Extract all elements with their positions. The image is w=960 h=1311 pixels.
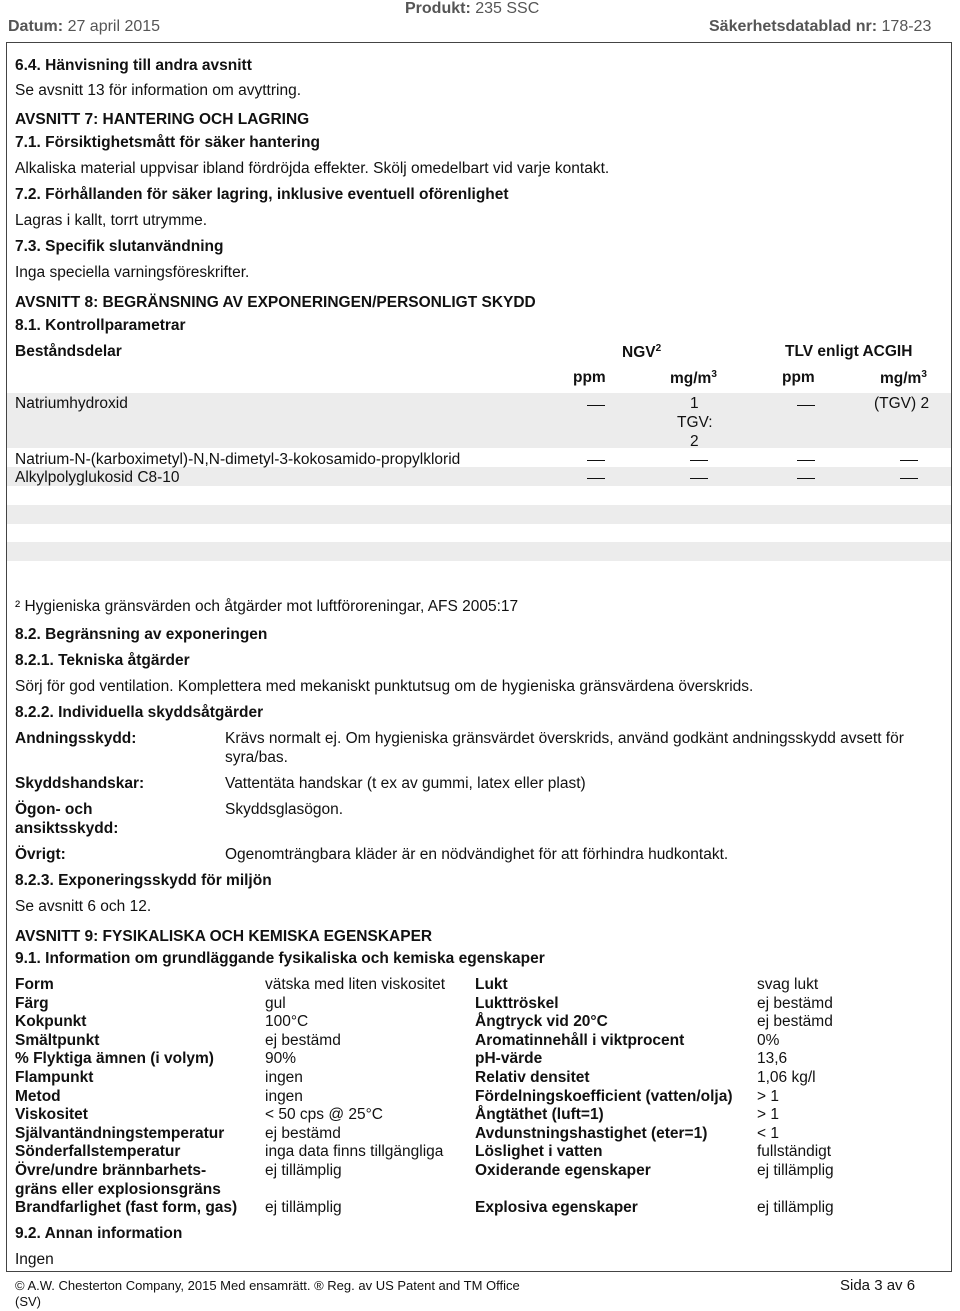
property-label: Övre/undre brännbarhets- <box>15 1162 207 1179</box>
property-label: Lukttröskel <box>475 995 559 1012</box>
section-7-title: AVSNITT 7: HANTERING OCH LAGRING <box>15 111 310 128</box>
dash <box>690 478 708 479</box>
ppe-label: Övrigt: <box>15 846 66 863</box>
page-header <box>0 0 960 42</box>
heading-6-4: 6.4. Hänvisning till andra avsnitt <box>15 57 252 74</box>
dash <box>587 460 605 461</box>
property-value: ingen <box>265 1088 303 1105</box>
heading-7-2: 7.2. Förhållanden för säker lagring, inklusive eventuell oförenlighet <box>15 186 509 203</box>
property-label: Brandfarlighet (fast form, gas) <box>15 1199 238 1216</box>
col-components: Beståndsdelar <box>15 343 122 360</box>
sub-ppm-ngv: ppm <box>573 369 606 386</box>
heading-9-2: 9.2. Annan information <box>15 1225 183 1242</box>
text-6-4: Se avsnitt 13 för information om avyttring. <box>15 82 302 99</box>
heading-8-2-1: 8.2.1. Tekniska åtgärder <box>15 652 190 669</box>
property-value: fullständigt <box>757 1143 832 1160</box>
dash <box>797 478 815 479</box>
property-value: 90% <box>265 1050 297 1067</box>
ppe-value: Vattentäta handskar (t ex av gummi, latex eller plast) <box>225 775 586 792</box>
property-value: ej bestämd <box>757 1013 833 1030</box>
property-value: ej tillämplig <box>757 1162 834 1179</box>
ppe-label: Skyddshandskar: <box>15 775 145 792</box>
property-label: Avdunstningshastighet (eter=1) <box>475 1125 708 1142</box>
property-label: Löslighet i vatten <box>475 1143 603 1160</box>
property-label: Färg <box>15 995 49 1012</box>
sub-ppm-tlv: ppm <box>782 369 815 386</box>
dash <box>900 478 918 479</box>
text-7-2: Lagras i kallt, torrt utrymme. <box>15 212 208 229</box>
ppe-value: syra/bas. <box>225 749 288 766</box>
property-label: % Flyktiga ämnen (i volym) <box>15 1050 214 1067</box>
dash <box>587 478 605 479</box>
property-value: ej bestämd <box>265 1032 341 1049</box>
col-tlv: TLV enligt ACGIH <box>785 343 913 360</box>
property-label: gräns eller explosionsgräns <box>15 1181 221 1198</box>
property-value: 0% <box>757 1032 780 1049</box>
property-value: < 50 cps @ 25°C <box>265 1106 384 1123</box>
heading-8-2-2: 8.2.2. Individuella skyddsåtgärder <box>15 704 264 721</box>
table-cell: TGV: <box>677 414 713 431</box>
sds-number-field: Säkerhetsdatablad nr: 178-23 <box>709 18 932 35</box>
heading-9-1: 9.1. Information om grundläggande fysikaliska och kemiska egenskaper <box>15 950 545 967</box>
property-value: inga data finns tillgängliga <box>265 1143 444 1160</box>
ppe-value: Ogenomträngbara kläder är en nödvändighet för att förhindra hudkontakt. <box>225 846 729 863</box>
property-label: Smältpunkt <box>15 1032 100 1049</box>
section-9-title: AVSNITT 9: FYSIKALISKA OCH KEMISKA EGENSKAPER <box>15 928 433 945</box>
text-7-3: Inga speciella varningsföreskrifter. <box>15 264 250 281</box>
text-8-2-3: Se avsnitt 6 och 12. <box>15 898 152 915</box>
text-7-1: Alkaliska material uppvisar ibland fördröjda effekter. Skölj omedelbart vid varje kontakt. <box>15 160 610 177</box>
property-value: ej tillämplig <box>265 1162 342 1179</box>
heading-8-2-3: 8.2.3. Exponeringsskydd för miljön <box>15 872 272 889</box>
table-row-name: Natrium-N-(karboximetyl)-N,N-dimetyl-3-kokosamido-propylklorid <box>15 451 461 468</box>
property-value: ej bestämd <box>757 995 833 1012</box>
property-value: 13,6 <box>757 1050 788 1067</box>
ppe-label: Andningsskydd: <box>15 730 137 747</box>
text-8-2-1: Sörj för god ventilation. Komplettera med mekaniskt punktutsug om de hygieniska gränsvärdena överskrids. <box>15 678 754 695</box>
dash <box>587 405 605 406</box>
property-label: Fördelningskoefficient (vatten/olja) <box>475 1088 733 1105</box>
property-label: Oxiderande egenskaper <box>475 1162 651 1179</box>
col-ngv: NGV$^2$ <box>622 343 662 362</box>
property-label: Sönderfallstemperatur <box>15 1143 181 1160</box>
table-cell: 2 <box>690 433 699 450</box>
property-value: vätska med liten viskositet <box>265 976 446 993</box>
property-value: ingen <box>265 1069 303 1086</box>
property-label: Självantändningstemperatur <box>15 1125 225 1142</box>
dash <box>797 460 815 461</box>
property-label: Relativ densitet <box>475 1069 590 1086</box>
text-9-2: Ingen <box>15 1251 54 1268</box>
property-value: > 1 <box>757 1088 779 1105</box>
product-field: Produkt: 235 SSC <box>405 0 540 17</box>
date-field: Datum: 27 april 2015 <box>8 18 161 35</box>
property-label: Aromatinnehåll i viktprocent <box>475 1032 685 1049</box>
row-shade <box>7 542 951 561</box>
property-label: Metod <box>15 1088 61 1105</box>
property-value: < 1 <box>757 1125 779 1142</box>
property-value: > 1 <box>757 1106 779 1123</box>
property-label: Ångtryck vid 20°C <box>475 1013 608 1030</box>
page-number: Sida 3 av 6 <box>840 1277 916 1294</box>
row-shade <box>7 393 951 448</box>
property-value: ej bestämd <box>265 1125 341 1142</box>
dash <box>690 460 708 461</box>
sub-mg-tlv: $mg/m^3$ <box>880 369 927 388</box>
ppe-value: Krävs normalt ej. Om hygieniska gränsvärdet överskrids, använd godkänt andningsskydd avsett för <box>225 730 904 747</box>
property-label: Kokpunkt <box>15 1013 87 1030</box>
heading-7-3: 7.3. Specifik slutanvändning <box>15 238 224 255</box>
table-row-name: Natriumhydroxid <box>15 395 128 412</box>
table-cell: (TGV) 2 <box>874 395 930 412</box>
sub-mg-ngv: $mg/m^3$ <box>670 369 717 388</box>
property-label: Form <box>15 976 54 993</box>
ppe-value: Skyddsglasögon. <box>225 801 344 818</box>
property-label: Lukt <box>475 976 508 993</box>
heading-7-1: 7.1. Försiktighetsmått för säker hantering <box>15 134 320 151</box>
table-row-name: Alkylpolyglukosid C8-10 <box>15 469 180 486</box>
property-label: Viskositet <box>15 1106 88 1123</box>
heading-8-1: 8.1. Kontrollparametrar <box>15 317 186 334</box>
property-label: Flampunkt <box>15 1069 94 1086</box>
ppe-label: Ögon- och <box>15 801 93 818</box>
property-value: ej tillämplig <box>265 1199 342 1216</box>
property-value: gul <box>265 995 286 1012</box>
property-value: 1,06 kg/l <box>757 1069 816 1086</box>
property-label: Explosiva egenskaper <box>475 1199 638 1216</box>
property-value: 100°C <box>265 1013 309 1030</box>
language-code: (SV) <box>15 1294 41 1309</box>
property-label: Ångtäthet (luft=1) <box>475 1106 604 1123</box>
section-8-title: AVSNITT 8: BEGRÄNSNING AV EXPONERINGEN/PERSONLIGT SKYDD <box>15 294 536 311</box>
property-value: svag lukt <box>757 976 819 993</box>
dash <box>797 405 815 406</box>
row-shade <box>7 505 951 524</box>
dash <box>900 460 918 461</box>
property-value: ej tillämplig <box>757 1199 834 1216</box>
heading-8-2: 8.2. Begränsning av exponeringen <box>15 626 268 643</box>
table-cell: 1 <box>690 395 699 412</box>
footnote: ² Hygieniska gränsvärden och åtgärder mot luftföroreningar, AFS 2005:17 <box>15 598 519 615</box>
property-label: pH-värde <box>475 1050 543 1067</box>
ppe-label: ansiktsskydd: <box>15 820 119 837</box>
copyright: © A.W. Chesterton Company, 2015 Med ensamrätt. ® Reg. av US Patent and TM Office <box>15 1278 520 1293</box>
